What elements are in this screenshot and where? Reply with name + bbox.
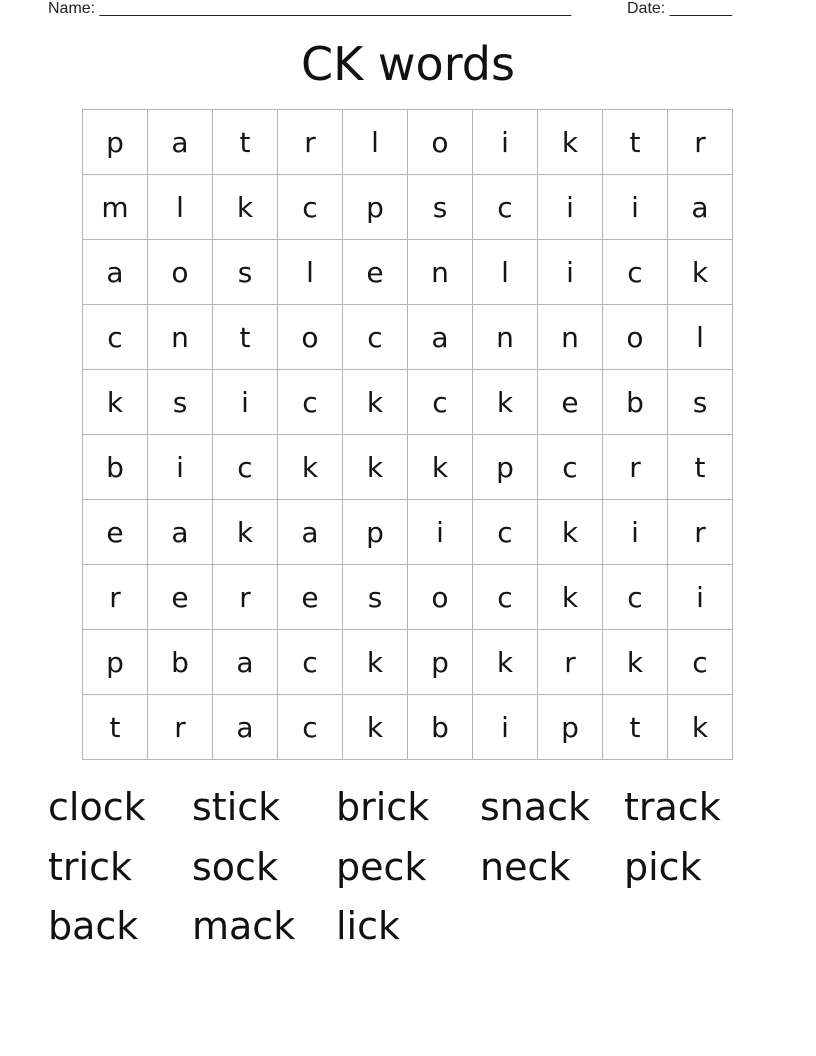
grid-cell[interactable]: s	[343, 565, 408, 630]
grid-cell[interactable]: p	[408, 630, 473, 695]
grid-cell[interactable]: e	[148, 565, 213, 630]
grid-cell[interactable]: k	[343, 630, 408, 695]
grid-cell[interactable]: k	[408, 435, 473, 500]
grid-cell[interactable]: n	[473, 305, 538, 370]
grid-cell[interactable]: i	[538, 175, 603, 240]
grid-cell[interactable]: s	[148, 370, 213, 435]
word-bank-item: track	[624, 785, 721, 829]
grid-cell[interactable]: k	[668, 240, 733, 305]
grid-cell[interactable]: n	[538, 305, 603, 370]
grid-cell[interactable]: a	[408, 305, 473, 370]
word-bank-item: sock	[192, 844, 278, 889]
grid-cell[interactable]: b	[83, 435, 148, 500]
grid-cell[interactable]: m	[83, 175, 148, 240]
grid-cell[interactable]: s	[668, 370, 733, 435]
grid-cell[interactable]: l	[278, 240, 343, 305]
grid-cell[interactable]: c	[278, 630, 343, 695]
word-bank-item: pick	[624, 844, 702, 889]
grid-cell[interactable]: p	[83, 110, 148, 175]
grid-cell[interactable]: l	[473, 240, 538, 305]
grid-cell[interactable]: r	[668, 500, 733, 565]
grid-cell[interactable]: i	[473, 110, 538, 175]
grid-cell[interactable]: l	[343, 110, 408, 175]
grid-cell[interactable]: r	[538, 630, 603, 695]
word-bank-item: clock	[48, 785, 146, 829]
grid-cell[interactable]: a	[83, 240, 148, 305]
grid-cell[interactable]: l	[148, 175, 213, 240]
grid-cell[interactable]: s	[213, 240, 278, 305]
grid-cell[interactable]: r	[278, 110, 343, 175]
worksheet-header	[48, 0, 748, 20]
grid-cell[interactable]: e	[343, 240, 408, 305]
grid-cell[interactable]: c	[213, 435, 278, 500]
grid-cell[interactable]: l	[668, 305, 733, 370]
grid-cell[interactable]: a	[278, 500, 343, 565]
grid-cell[interactable]: a	[213, 630, 278, 695]
grid-cell[interactable]: e	[538, 370, 603, 435]
grid-cell[interactable]: c	[408, 370, 473, 435]
grid-cell[interactable]: e	[83, 500, 148, 565]
grid-cell[interactable]: o	[603, 305, 668, 370]
grid-cell[interactable]: k	[343, 695, 408, 760]
grid-cell[interactable]: a	[148, 500, 213, 565]
grid-cell[interactable]: p	[343, 500, 408, 565]
grid-cell[interactable]: i	[408, 500, 473, 565]
grid-cell[interactable]: i	[473, 695, 538, 760]
grid-cell[interactable]: c	[473, 175, 538, 240]
grid-cell[interactable]: b	[408, 695, 473, 760]
grid-cell[interactable]: k	[473, 370, 538, 435]
grid-cell[interactable]: k	[343, 370, 408, 435]
grid-cell[interactable]: c	[343, 305, 408, 370]
grid-cell[interactable]: k	[343, 435, 408, 500]
grid-cell[interactable]: k	[213, 175, 278, 240]
grid-cell[interactable]: a	[148, 110, 213, 175]
grid-cell[interactable]: p	[343, 175, 408, 240]
grid-cell[interactable]: n	[148, 305, 213, 370]
grid-cell[interactable]: c	[473, 565, 538, 630]
grid-cell[interactable]: k	[538, 565, 603, 630]
grid-cell[interactable]: o	[148, 240, 213, 305]
grid-cell[interactable]: k	[83, 370, 148, 435]
letter-grid	[82, 109, 733, 760]
grid-cell[interactable]: c	[603, 240, 668, 305]
grid-cell[interactable]: t	[213, 110, 278, 175]
grid-cell[interactable]: c	[83, 305, 148, 370]
word-bank-item: brick	[336, 785, 430, 829]
grid-cell[interactable]: i	[603, 500, 668, 565]
grid-cell[interactable]: i	[148, 435, 213, 500]
grid-cell[interactable]: o	[408, 565, 473, 630]
grid-cell[interactable]: c	[278, 695, 343, 760]
grid-cell[interactable]: k	[538, 500, 603, 565]
word-bank-item: trick	[48, 844, 132, 889]
grid-cell[interactable]: k	[603, 630, 668, 695]
grid-cell[interactable]: e	[278, 565, 343, 630]
grid-cell[interactable]: r	[83, 565, 148, 630]
word-bank-item: snack	[480, 785, 591, 829]
word-bank-item: mack	[192, 904, 296, 948]
grid-cell[interactable]: c	[473, 500, 538, 565]
grid-cell[interactable]: t	[603, 695, 668, 760]
grid-cell[interactable]: c	[278, 175, 343, 240]
grid-cell[interactable]: t	[603, 110, 668, 175]
grid-cell[interactable]: c	[278, 370, 343, 435]
grid-cell[interactable]: k	[538, 110, 603, 175]
grid-cell[interactable]: c	[668, 630, 733, 695]
word-bank-item: neck	[480, 844, 571, 889]
grid-cell[interactable]: r	[148, 695, 213, 760]
grid-cell[interactable]: s	[408, 175, 473, 240]
worksheet-title: CK words	[301, 37, 515, 91]
date-field: Date: _______	[627, 0, 732, 17]
grid-cell[interactable]: c	[603, 565, 668, 630]
grid-cell[interactable]: o	[408, 110, 473, 175]
grid-cell[interactable]: t	[668, 435, 733, 500]
grid-cell[interactable]: p	[538, 695, 603, 760]
word-bank-item: lick	[336, 904, 401, 948]
word-bank-item: stick	[192, 785, 281, 829]
grid-cell[interactable]: a	[213, 695, 278, 760]
grid-cell[interactable]: p	[83, 630, 148, 695]
grid-cell[interactable]: i	[213, 370, 278, 435]
grid-cell[interactable]: t	[83, 695, 148, 760]
grid-cell[interactable]: b	[603, 370, 668, 435]
grid-cell[interactable]: t	[213, 305, 278, 370]
grid-cell[interactable]: r	[668, 110, 733, 175]
word-bank	[48, 782, 768, 961]
grid-cell[interactable]: a	[668, 175, 733, 240]
grid-cell[interactable]: k	[473, 630, 538, 695]
grid-cell[interactable]: r	[603, 435, 668, 500]
grid-cell[interactable]: r	[213, 565, 278, 630]
grid-cell[interactable]: c	[538, 435, 603, 500]
grid-cell[interactable]: i	[668, 565, 733, 630]
word-bank-item: peck	[336, 844, 427, 889]
word-bank-item: back	[48, 904, 139, 948]
grid-cell[interactable]: b	[148, 630, 213, 695]
grid-cell[interactable]: o	[278, 305, 343, 370]
grid-cell[interactable]: p	[473, 435, 538, 500]
grid-cell[interactable]: k	[213, 500, 278, 565]
grid-cell[interactable]: i	[538, 240, 603, 305]
grid-cell[interactable]: k	[278, 435, 343, 500]
grid-cell[interactable]: k	[668, 695, 733, 760]
grid-cell[interactable]: i	[603, 175, 668, 240]
name-field: Name: _____________________________________________________	[48, 0, 572, 17]
grid-cell[interactable]: n	[408, 240, 473, 305]
